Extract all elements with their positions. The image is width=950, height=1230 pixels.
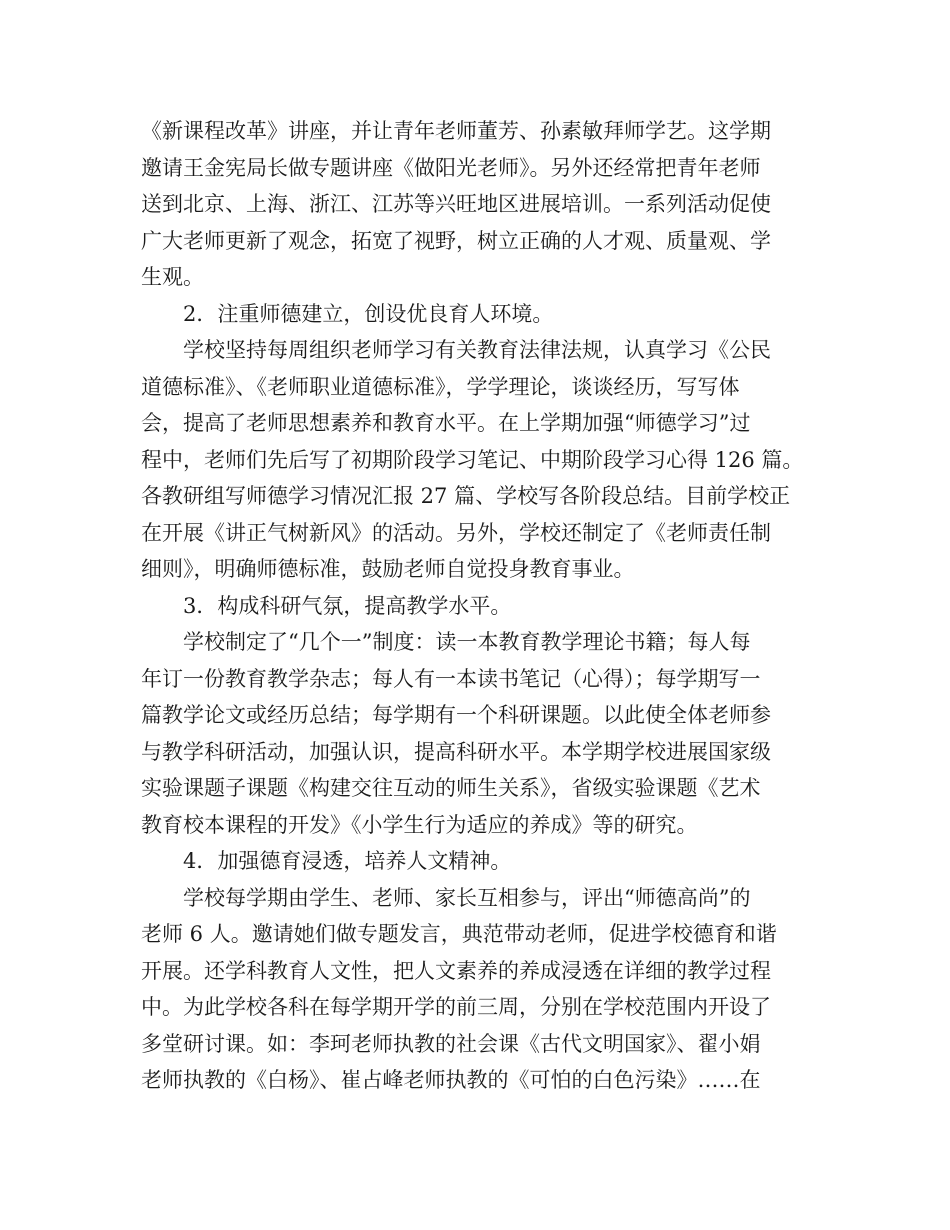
text-line: 学校每学期由学生、老师、家长互相参与，评出“师德高尚”的 [183, 885, 751, 910]
text-line: 多堂研讨课。如：李珂老师执教的社会课《古代文明国家》、翟小娟 [141, 1031, 761, 1056]
text-line: 年订一份教育教学杂志；每人有一本读书笔记（心得）；每学期写一 [141, 666, 761, 691]
text-line: 生观。 [141, 265, 204, 289]
text-line: 各教研组写师德学习情况汇报 27 篇、学校写各阶段总结。目前学校正 [141, 484, 791, 508]
text-line: 会，提高了老师思想素养和教育水平。在上学期加强“师德学习”过 [141, 411, 751, 435]
text-line: 《新课程改革》讲座，并让青年老师董芳、孙素敏拜师学艺。这学期 [141, 119, 771, 143]
text-line: 邀请王金宪局长做专题讲座《做阳光老师》。另外还经常把青年老师 [141, 155, 761, 180]
text-line: 程中，老师们先后写了初期阶段学习笔记、中期阶段学习心得 126 篇。 [141, 447, 804, 472]
text-line: 老师 6 人。邀请她们做专题发言，典范带动老师，促进学校德育和谐 [141, 922, 777, 946]
text-line: 送到北京、上海、浙江、江苏等兴旺地区进展培训。一系列活动促使 [141, 192, 771, 216]
text-line: 细则》，明确师德标准，鼓励老师自觉投身教育事业。 [141, 557, 635, 581]
text-line: 篇教学论文或经历总结；每学期有一个科研课题。以此使全体老师参 [141, 703, 771, 727]
text-line: 实验课题子课题《构建交往互动的师生关系》，省级实验课题《艺术 [141, 776, 761, 800]
text-line: 开展。还学科教育人文性，把人文素养的养成浸透在详细的教学过程 [141, 958, 771, 983]
text-line: 中。为此学校各科在每学期开学的前三周，分别在学校范围内开设了 [141, 995, 771, 1019]
text-line: 3．构成科研气氛，提高教学水平。 [183, 593, 512, 618]
text-line: 学校制定了“几个一”制度：读一本教育教学理论书籍；每人每 [183, 630, 751, 654]
text-line: 广大老师更新了观念，拓宽了视野，树立正确的人才观、质量观、学 [141, 228, 771, 253]
text-line: 2．注重师德建立，创设优良育人环境。 [183, 301, 554, 326]
text-line: 道德标准》、《老师职业道德标准》，学学理论，谈谈经历，写写体 [141, 374, 740, 399]
document-body [141, 113, 821, 1099]
text-line: 在开展《讲正气树新风》的活动。另外，学校还制定了《老师责任制 [141, 520, 771, 545]
text-line: 教育校本课程的开发》《小学生行为适应的养成》等的研究。 [141, 812, 698, 837]
text-line: 4．加强德育浸透，培养人文精神。 [183, 849, 512, 873]
text-line: 与教学科研活动，加强认识，提高科研水平。本学期学校进展国家级 [141, 739, 771, 764]
text-line: 老师执教的《白杨》、崔占峰老师执教的《可怕的白色污染》……在 [141, 1068, 761, 1092]
text-line: 学校坚持每周组织老师学习有关教育法律法规，认真学习《公民 [183, 338, 771, 362]
